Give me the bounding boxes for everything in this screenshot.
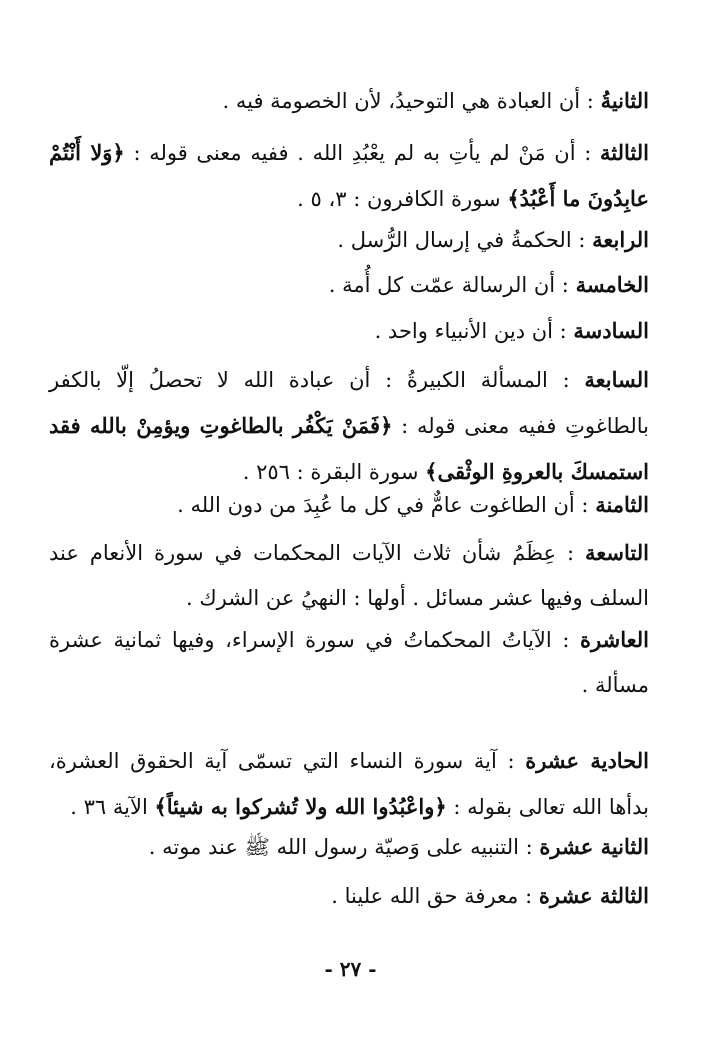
point-text-after: الآية ٣٦ . — [70, 795, 148, 819]
point-text: : أن دين الأنبياء واحد . — [374, 319, 567, 343]
point-4 — [49, 217, 649, 263]
point-label: السابعة — [584, 367, 649, 392]
point-label: الثامنة — [595, 492, 649, 517]
point-label: العاشرة — [580, 627, 649, 652]
point-text: : التنبيه على وَصيّة رسول الله ﷺ عند موته . — [148, 835, 533, 859]
point-text: : أن العبادة هي التوحيدُ، لأن الخصومة فيه . — [222, 89, 594, 113]
point-8 — [49, 482, 649, 528]
point-13 — [49, 873, 649, 919]
point-text-after: سورة البقرة : ٢٥٦ . — [242, 460, 419, 484]
point-10 — [49, 617, 649, 708]
point-label: الخامسة — [575, 272, 649, 297]
page-number: - ٢٧ - — [324, 957, 377, 981]
point-text: : عِظَمُ شأن ثلاث الآيات المحكمات في سورة الأنعام عند السلف وفيها عشر مسائل . أولها : النهيُ عن الشرك . — [49, 541, 649, 610]
point-5 — [49, 262, 649, 308]
point-text: : آية سورة النساء التي تسمّى آية الحقوق العشرة، بدأها الله تعالى بقوله : — [49, 749, 649, 819]
point-6 — [49, 308, 649, 354]
point-label: الرابعة — [592, 227, 649, 252]
point-label: التاسعة — [585, 540, 649, 565]
point-label: الثانية عشرة — [539, 834, 649, 859]
point-label: السادسة — [573, 318, 649, 343]
point-label: الحادية عشرة — [525, 748, 649, 773]
point-7 — [49, 357, 649, 495]
point-2 — [49, 78, 649, 124]
point-text: : المسألة الكبيرةُ : أن عبادة الله لا تحصلُ إلّا بالكفر بالطاغوتِ ففيه معنى قوله : — [49, 368, 649, 438]
point-text: : أن الرسالة عمّت كل أُمة . — [328, 273, 569, 297]
point-text: : الآياتُ المحكماتُ في سورة الإسراء، وفيها ثمانية عشرة مسألة . — [49, 628, 649, 697]
point-text: : الحكمةُ في إرسال الرُّسل . — [337, 228, 586, 252]
point-text-after: سورة الكافرون : ٣، ٥ . — [297, 187, 501, 211]
point-12 — [49, 824, 649, 870]
point-label: الثالثة — [600, 140, 649, 165]
quran-quote: ﴿فَمَنْ يَكْفُر بالطاغوتِ ويؤمِنْ بالله فقد استمسكَ بالعروةِ الوثْقى﴾ — [49, 413, 649, 484]
quran-quote: ﴿واعْبُدُوا الله ولا تُشركوا به شيئاً﴾ — [154, 794, 447, 819]
quran-quote: ﴿وَلا أَنْتُمْ عابِدُونَ ما أَعْبُدُ﴾ — [49, 140, 649, 211]
point-label: الثانيةُ — [600, 88, 649, 113]
point-11 — [49, 738, 649, 830]
point-text: : أن الطاغوت عامٌّ في كل ما عُبِدَ من دون الله . — [177, 493, 589, 517]
point-text: : أن مَنْ لم يأتِ به لم يعْبُدِ الله . ففيه معنى قوله : — [133, 141, 592, 165]
point-3 — [49, 130, 649, 222]
point-text: : معرفة حق الله علينا . — [331, 884, 533, 908]
point-label: الثالثة عشرة — [538, 883, 649, 908]
point-9 — [49, 530, 649, 621]
